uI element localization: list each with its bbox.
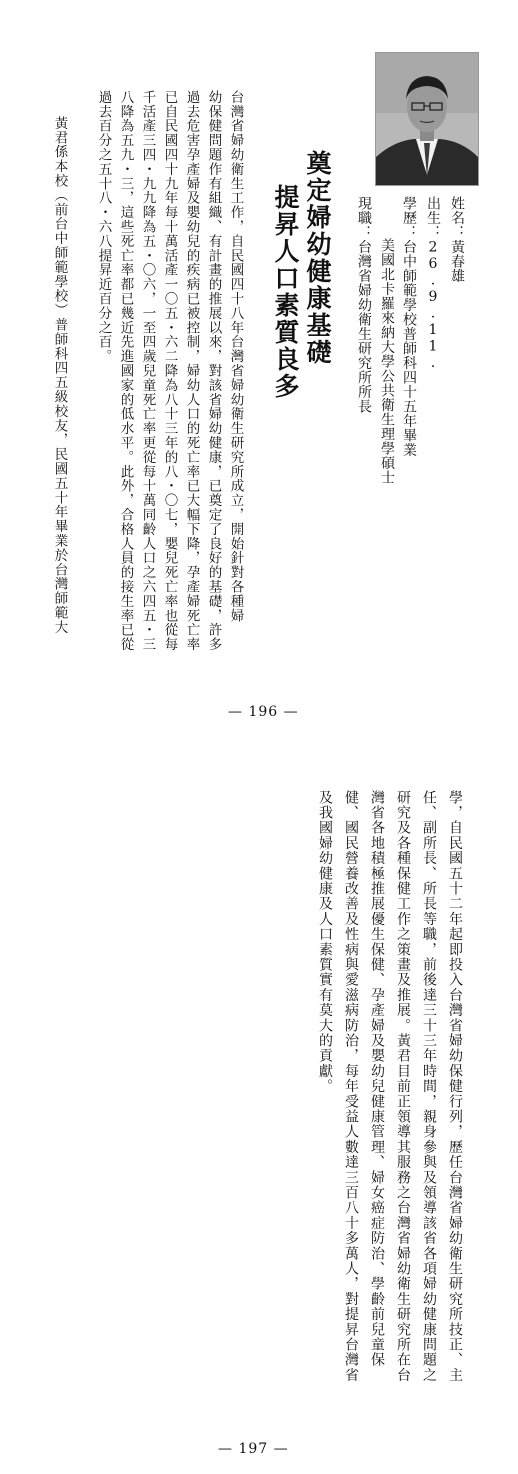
body-paragraph-line: 及我國婦幼健康及人口素質實有莫大的貢獻。	[317, 790, 333, 1094]
bio-born: 出生：26.9.11.	[425, 196, 441, 372]
article-title-line-2: 提昇人口素質良多	[271, 184, 300, 400]
body-paragraph-line: 過去百分之五十八・六八提昇近百分之百。	[95, 90, 112, 364]
bio-education: 學歷：台中師範學校普師科四十五年畢業	[401, 196, 417, 457]
body-paragraph-line: 灣省各地積極推展優生保健、孕產婦及嬰幼兒健康管理、婦女癌症防治、學齡前兒童保	[369, 790, 385, 1368]
bio-current-job: 現職：台灣省婦幼衛生研究所所長	[356, 196, 372, 414]
body-paragraph-line: 任、副所長、所長等職，前後達三十三年時間，親身參與及領導該省各項婦幼健康問題之	[421, 790, 437, 1383]
article-title-line-1: 奠定婦幼健康基礎	[303, 150, 332, 366]
portrait-photo	[375, 52, 479, 186]
body-paragraph-line: 幼保健問題作有組織、有計畫的推展以來，對該省婦幼健康，已奠定了良好的基礎，許多	[205, 90, 222, 652]
bio-education-2: 美國北卡羅來納大學公共衛生理學碩士	[379, 238, 395, 485]
body-paragraph-line: 已自民國四十九年每十萬活產一〇五・六二降為八十三年的八・〇七，嬰兒死亡率也從每	[161, 90, 178, 652]
body-paragraph-line: 千活產三四・九九降為五・〇六，一至四歲兒童死亡率更從每十萬同齡人口之六四五・三	[139, 90, 156, 652]
body-paragraph-line: 黃君係本校（前台中師範學校）普師科四五級校友，民國五十年畢業於台灣師範大	[51, 116, 68, 635]
page-number-196: — 196 —	[228, 704, 299, 718]
portrait-drawing	[376, 53, 478, 185]
body-paragraph-line: 研究及各種保健工作之策畫及推展。黃君目前正領導其服務之台灣省婦幼衛生研究所在台	[395, 790, 411, 1383]
body-paragraph-line: 八降為五九・三，這些死亡率都已幾近先進國家的低水平。此外，合格人員的接生率已從	[117, 90, 134, 652]
page-number-197: — 197 —	[218, 1441, 289, 1457]
body-paragraph-line: 過去危害孕產婦及嬰幼兒的疾病已被控制，婦幼人口的死亡率已大幅下降，孕產婦死亡率	[183, 90, 200, 652]
body-paragraph-line: 健、國民營養改善及性病與愛滋病防治，每年受益人數達三百八十多萬人，對提昇台灣省	[343, 790, 359, 1383]
body-paragraph-line: 學，自民國五十二年起即投入台灣省婦幼保健行列，歷任台灣省婦幼衛生研究所技正、主	[447, 790, 463, 1383]
bio-name: 姓名：黃春雄	[449, 196, 465, 283]
body-paragraph-line: 台灣省婦幼衛生工作，自民國四十八年台灣省婦幼衛生研究所成立，開始針對各種婦	[227, 90, 244, 623]
